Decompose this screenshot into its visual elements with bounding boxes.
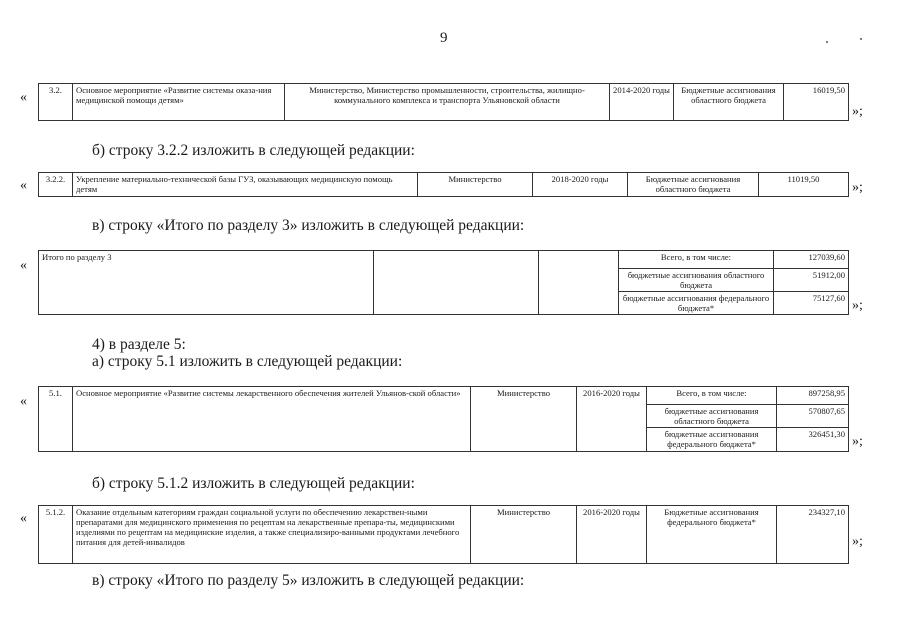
quote-open: «	[20, 394, 27, 409]
row-amount: 897258,95	[777, 387, 849, 405]
row-name: Укрепление материально-технической базы ГУЗ, оказывающих медицинскую помощь детям	[73, 173, 418, 197]
row-code: 5.1.2.	[39, 506, 73, 564]
paragraph-b-5-1-2: б) строку 5.1.2 изложить в следующей редакции:	[92, 475, 415, 492]
row-amount: 16019,50	[784, 84, 849, 121]
row-source: Бюджетные ассигнования областного бюджета	[628, 173, 759, 197]
row-period: 2014-2020 годы	[610, 84, 674, 121]
total-source: бюджетные ассигнования областного бюджета	[619, 269, 774, 292]
total-source: Всего, в том числе:	[619, 251, 774, 269]
row-source: Всего, в том числе:	[647, 387, 777, 405]
paragraph-v-total-3: в) строку «Итого по разделу 3» изложить в следующей редакции:	[92, 217, 525, 234]
row-code: 3.2.	[39, 84, 73, 121]
quote-close: »;	[852, 434, 863, 449]
quote-close: »;	[852, 104, 863, 119]
scan-speck	[826, 41, 828, 43]
row-amount: 11019,50	[759, 173, 849, 197]
row-executor: Министерство	[418, 173, 533, 197]
paragraph-a-5-1: а) строку 5.1 изложить в следующей редакции:	[92, 353, 403, 370]
quote-open: «	[20, 258, 27, 273]
paragraph-b-3-2-2: б) строку 3.2.2 изложить в следующей редакции:	[92, 142, 415, 159]
table-total-section-3	[38, 250, 849, 315]
row-code: 3.2.2.	[39, 173, 73, 197]
quote-open: «	[20, 511, 27, 526]
quote-open: «	[20, 178, 27, 193]
scan-speck	[860, 38, 862, 40]
row-source: бюджетные ассигнования областного бюджета	[647, 405, 777, 428]
total-source: бюджетные ассигнования федерального бюджета*	[619, 292, 774, 315]
row-period: 2016-2020 годы	[577, 506, 647, 564]
page-number: 9	[440, 30, 448, 46]
row-source: бюджетные ассигнования федерального бюджета*	[647, 428, 777, 452]
row-period: 2016-2020 годы	[577, 387, 647, 452]
total-amount: 127039,60	[774, 251, 849, 269]
row-name: Основное мероприятие «Развитие системы оказа-ния медицинской помощи детям»	[73, 84, 285, 121]
row-amount: 234327,10	[777, 506, 849, 564]
row-source: Бюджетные ассигнования областного бюджета	[674, 84, 784, 121]
row-amount: 570807,65	[777, 405, 849, 428]
paragraph-v-total-5: в) строку «Итого по разделу 5» изложить в следующей редакции:	[92, 572, 525, 589]
empty-cell	[374, 251, 539, 315]
quote-close: »;	[852, 180, 863, 195]
row-amount: 326451,30	[777, 428, 849, 452]
row-period: 2018-2020 годы	[533, 173, 628, 197]
empty-cell	[539, 251, 619, 315]
row-executor: Министерство	[471, 387, 577, 452]
total-label: Итого по разделу 3	[39, 251, 374, 315]
table-row-5-1-2	[38, 505, 849, 564]
row-source: Бюджетные ассигнования федерального бюджета*	[647, 506, 777, 564]
total-amount: 51912,00	[774, 269, 849, 292]
row-name: Оказание отдельным категориям граждан социальной услуги по обеспечению лекарствен-ными препаратами для медицинского применения по рецептам на лекарственные препара-ты, медицинскими изделиями по рецептам на медицинские изделия, а также специализиро-ванными продуктами лечебного питания для детей-инвалидов	[73, 506, 471, 564]
row-code: 5.1.	[39, 387, 73, 452]
quote-open: «	[20, 90, 27, 105]
quote-close: »;	[852, 298, 863, 313]
table-row-3-2	[38, 83, 849, 121]
table-row-3-2-2	[38, 172, 849, 197]
total-amount: 75127,60	[774, 292, 849, 315]
row-executor: Министерство, Министерство промышленности, строительства, жилищно-коммунального комплекса и транспорта Ульяновской области	[285, 84, 610, 121]
paragraph-4-section-5: 4) в разделе 5:	[92, 336, 186, 353]
quote-close: »;	[852, 534, 863, 549]
row-name: Основное мероприятие «Развитие системы лекарственного обеспечения жителей Ульянов-ской области»	[73, 387, 471, 452]
table-row-5-1	[38, 386, 849, 452]
row-executor: Министерство	[471, 506, 577, 564]
